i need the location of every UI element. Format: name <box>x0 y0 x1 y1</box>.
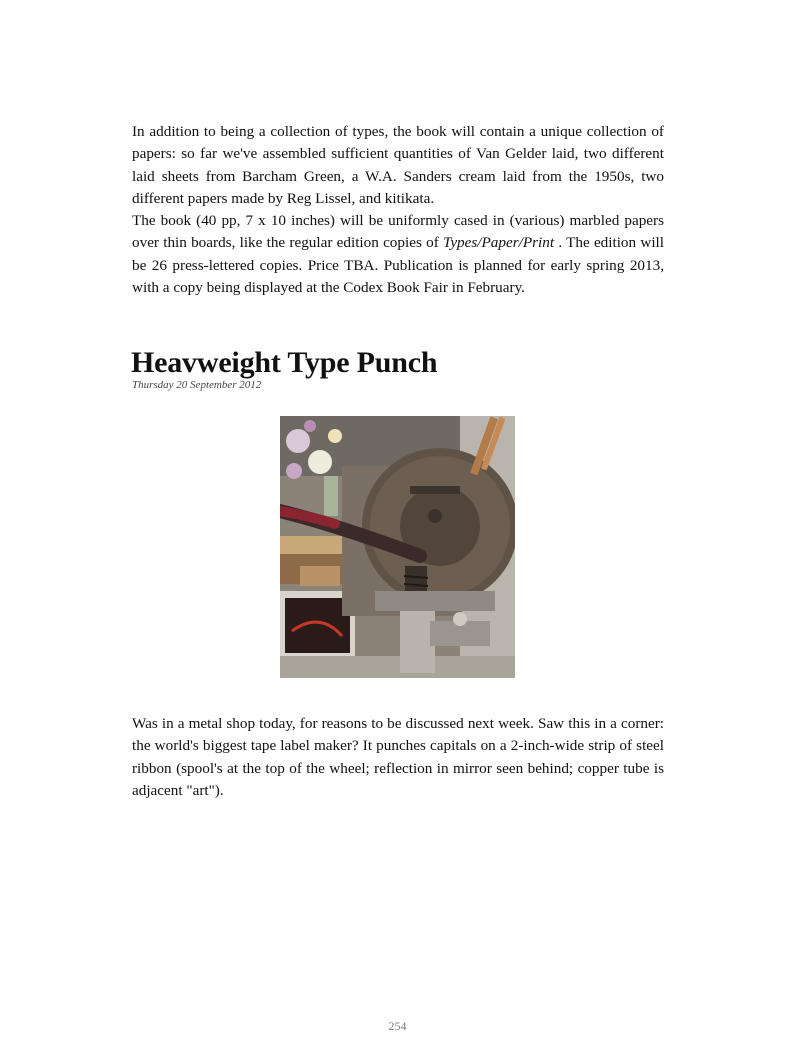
book-title-reference: Types/Paper/Print <box>443 234 555 252</box>
page-number: 254 <box>388 1019 407 1033</box>
post-body-paragraph: Was in a metal shop today, for reasons to be discussed next week. Saw this in a corner: the world's biggest tape label maker? It punches capitals on a 2-inch-wide strip of steel ribbon (spool's at the top of the wheel; reflection in mirror seen behind; copper tube is adjacent "art"). <box>132 715 664 799</box>
intro-paragraph-1: In addition to being a collection of types, the book will contain a unique collection of papers: so far we've assembled sufficient quantities of Van Gelder laid, two different laid sheets from Barcham Green, a W.A. Sanders cream laid from the 1950s, two different papers made by Reg Lissel, and kitikata. <box>132 123 664 207</box>
post-body <box>132 713 664 802</box>
intro-paragraph-2-start: The book (40 pp, 7 x 10 inches) will be uniformly cased in (various) marbled papers over thin boards, like the regular edition copies of <box>132 212 664 252</box>
post-date: Thursday 20 September 2012 <box>132 379 262 391</box>
intro-paragraph-2-end: . The edition will be 26 press-lettered copies. Price TBA. Publication is planned for early spring 2013, with a copy being displayed at the Codex Book Fair in February. <box>132 234 664 297</box>
post-title: Heavweight Type Punch <box>131 346 438 379</box>
intro-text-block <box>132 121 664 299</box>
intro-paragraph-2 <box>132 210 664 299</box>
type-punch-photo <box>280 416 515 678</box>
